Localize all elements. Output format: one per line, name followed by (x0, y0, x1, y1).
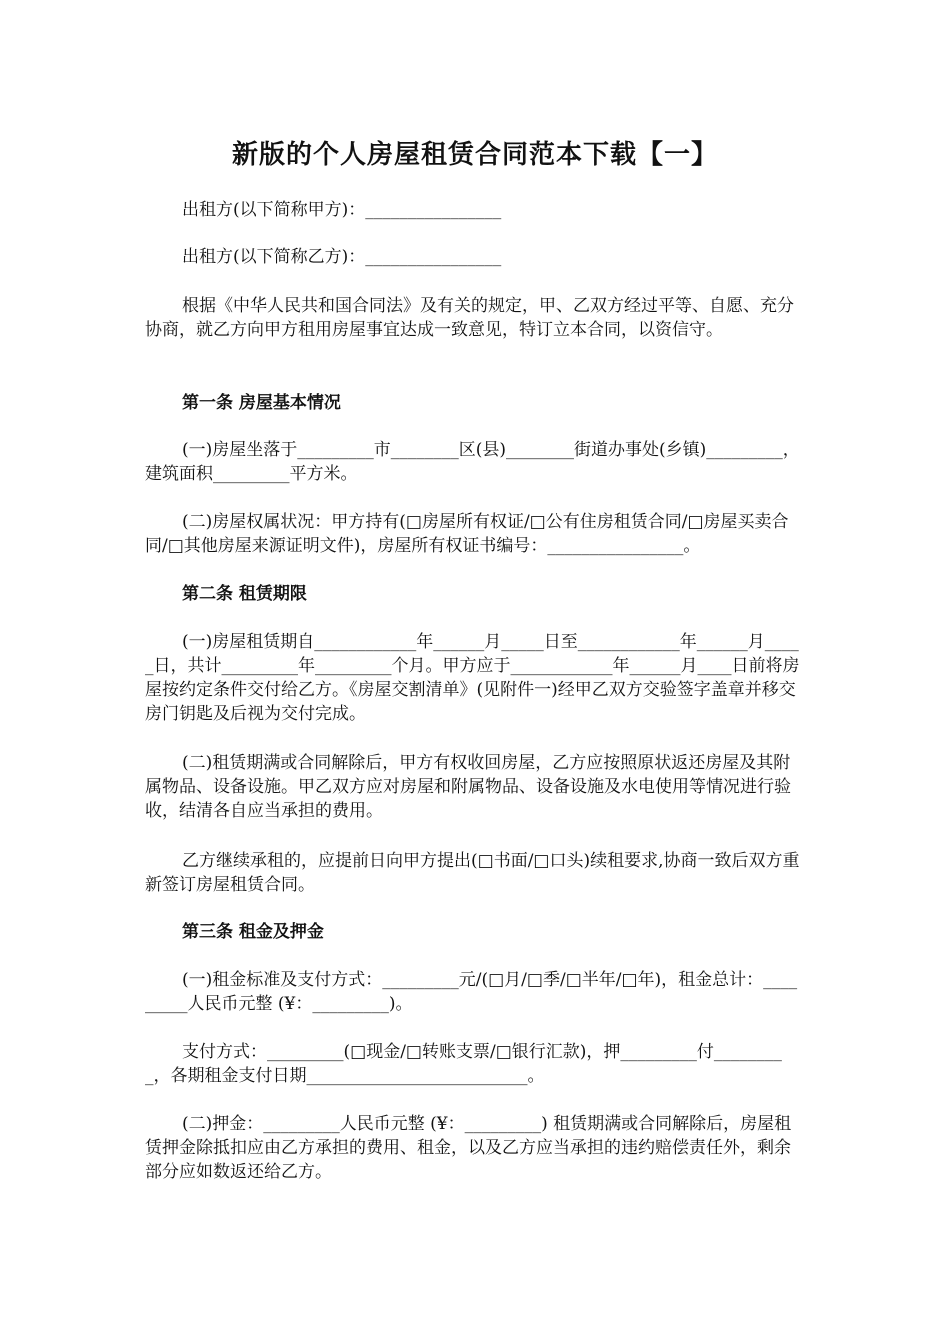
article-3-heading: 第三条 租金及押金 (182, 922, 324, 942)
document-title: 新版的个人房屋租赁合同范本下载【一】 (231, 140, 718, 170)
lessor-line: 出租方(以下简称甲方)：________________ (182, 200, 502, 220)
preamble-paragraph: 根据《中华人民共和国合同法》及有关的规定，甲、乙双方经过平等、自愿、充分协商，就乙方向甲方租用房屋事宜达成一致意见，特订立本合同，以资信守。 (145, 296, 794, 340)
article-1-clause-1: (一)房屋坐落于_________市________区(县)________街道办事处(乡镇)_________，建筑面积_________平方米。 (145, 440, 800, 484)
article-3-payment: 支付方式：_________(□现金/□转账支票/□银行汇款)，押_________付_________，各期租金支付日期__________________________。 (145, 1042, 782, 1086)
article-1-clause-2: (二)房屋权属状况：甲方持有(□房屋所有权证/□公有住房租赁合同/□房屋买卖合同/□其他房屋来源证明文件)，房屋所有权证书编号：________________。 (145, 512, 789, 556)
article-3-clause-2: (二)押金：_________人民币元整 (¥：_________) 租赁期满或合同解除后，房屋租赁押金除抵扣应由乙方承担的费用、租金，以及乙方应当承担的违约赔偿责任外，剩余部分应如数返还给乙方。 (145, 1114, 792, 1182)
article-2-renewal: 乙方继续承租的，应提前日向甲方提出(□书面/□口头)续租要求,协商一致后双方重新签订房屋租赁合同。 (145, 851, 800, 895)
article-3-clause-1: (一)租金标准及支付方式：_________元/(□月/□季/□半年/□年)，租金总计：_________人民币元整 (¥：_________)。 (145, 970, 798, 1014)
article-2-heading: 第二条 租赁期限 (182, 584, 307, 604)
article-1-heading: 第一条 房屋基本情况 (182, 393, 341, 413)
article-2-clause-1: (一)房屋租赁期自____________年______月_____日至____________年______月_____日，共计_________年_________个月。甲方应于____________年______月____日前将房屋按约定条件交付给乙方。《房屋交割清单》(见附件一)经甲乙双方交验签字盖章并移交房门钥匙及后视为交付完成。 (145, 632, 800, 724)
article-2-clause-2: (二)租赁期满或合同解除后，甲方有权收回房屋，乙方应按照原状返还房屋及其附属物品、设备设施。甲乙双方应对房屋和附属物品、设备设施及水电使用等情况进行验收，结清各自应当承担的费用。 (145, 753, 791, 821)
lessee-line: 出租方(以下简称乙方)：________________ (182, 247, 502, 267)
